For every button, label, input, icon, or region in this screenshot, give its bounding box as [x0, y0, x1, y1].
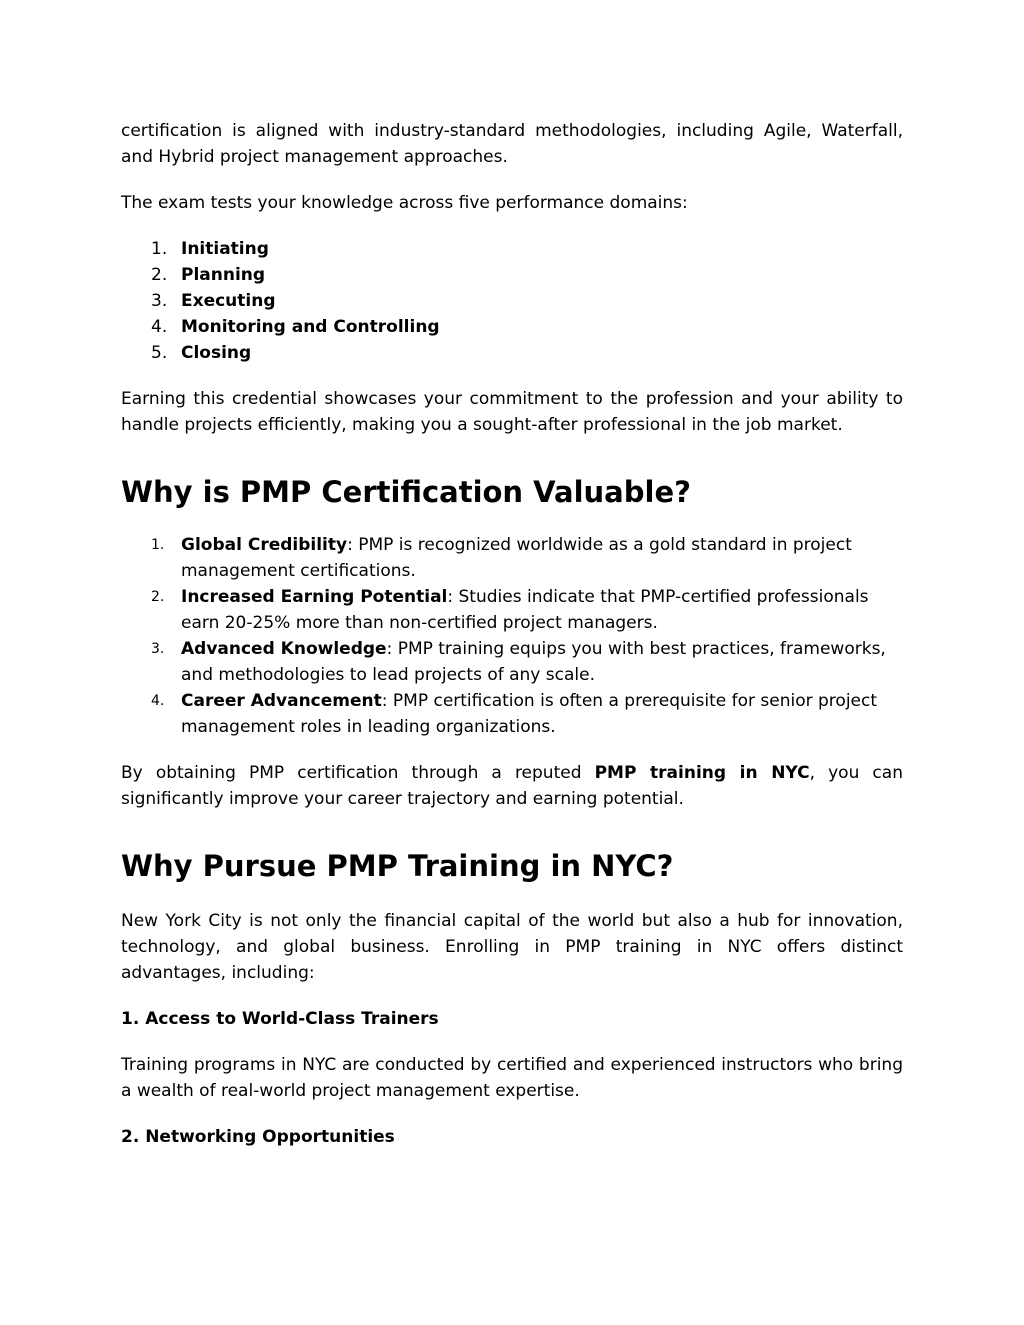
list-item [121, 532, 903, 584]
list-item [121, 688, 903, 740]
list-item-title: Career Advancement [181, 691, 382, 711]
performance-domains-list [121, 236, 903, 366]
trainers-paragraph: Training programs in NYC are conducted by certified and experienced instructors who bring a wealth of real-world project management expertise. [121, 1055, 903, 1101]
closing-text-end: , you can significantly improve your career trajectory and earning potential. [121, 763, 903, 809]
list-number: 2. [151, 589, 165, 605]
subheading-networking: 2. Networking Opportunities [121, 1127, 395, 1147]
list-item-body [181, 584, 903, 636]
list-item-body [181, 688, 903, 740]
list-number: 4. [151, 317, 168, 337]
section-heading-valuable: Why is PMP Certification Valuable? [121, 475, 691, 509]
domain-label: Planning [181, 265, 266, 285]
list-item [121, 584, 903, 636]
nyc-intro-paragraph: New York City is not only the financial capital of the world but also a hub for innovation, technology, and global business. Enrolling in PMP training in NYC offers distinct advantages, including: [121, 911, 903, 983]
domain-label: Initiating [181, 239, 269, 259]
list-item-body [181, 636, 903, 688]
closing-text-bold: PMP training in NYC [594, 763, 810, 783]
list-item-text: : PMP certification is often a prerequisite for senior project management roles in leading organizations. [181, 691, 878, 737]
list-item [121, 636, 903, 688]
list-number: 1. [151, 537, 165, 553]
subheading-trainers: 1. Access to World-Class Trainers [121, 1009, 439, 1029]
domain-label: Executing [181, 291, 276, 311]
list-number: 4. [151, 693, 165, 709]
list-item-text: : PMP training equips you with best practices, frameworks, and methodologies to lead projects of any scale. [181, 639, 886, 685]
value-list [121, 532, 903, 740]
list-item-title: Advanced Knowledge [181, 639, 387, 659]
list-item [121, 314, 903, 340]
list-item [121, 340, 903, 366]
list-number: 5. [151, 343, 168, 363]
list-number: 2. [151, 265, 168, 285]
list-item [121, 262, 903, 288]
list-item-title: Global Credibility [181, 535, 348, 555]
list-item [121, 236, 903, 262]
list-item-text: : PMP is recognized worldwide as a gold standard in project management certifications. [181, 535, 852, 581]
domain-label: Monitoring and Controlling [181, 317, 440, 337]
list-item-text: : Studies indicate that PMP-certified professionals earn 20-25% more than non-certified project managers. [181, 587, 869, 633]
list-item-title: Increased Earning Potential [181, 587, 448, 607]
section-heading-nyc: Why Pursue PMP Training in NYC? [121, 849, 674, 883]
domain-label: Closing [181, 343, 252, 363]
list-number: 1. [151, 239, 168, 259]
closing-text-start: By obtaining PMP certification through a reputed [121, 763, 595, 783]
list-item [121, 288, 903, 314]
valuable-closing-paragraph [121, 760, 903, 812]
intro-paragraph-3: Earning this credential showcases your commitment to the profession and your ability to handle projects efficiently, making you a sought-after professional in the job market. [121, 389, 903, 435]
list-number: 3. [151, 641, 165, 657]
list-item-body [181, 532, 903, 584]
intro-paragraph-2: The exam tests your knowledge across five performance domains: [121, 193, 688, 213]
list-number: 3. [151, 291, 168, 311]
intro-paragraph-1: certification is aligned with industry-standard methodologies, including Agile, Waterfall, and Hybrid project management approaches. [121, 121, 903, 167]
